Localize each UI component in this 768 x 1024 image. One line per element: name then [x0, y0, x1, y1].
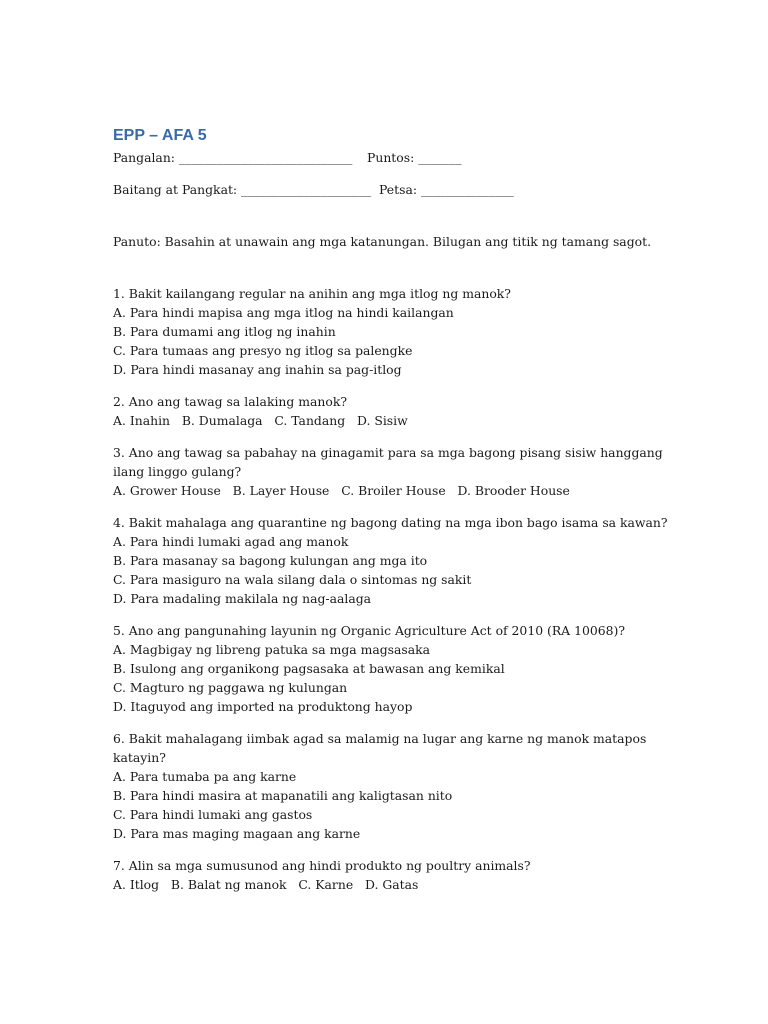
- grade-date-row: [113, 180, 673, 199]
- answer-choice: D. Para madaling makilala ng nag-aalaga: [113, 591, 372, 606]
- question-text: 2. Ano ang tawag sa lalaking manok?: [113, 394, 347, 409]
- question-block: [113, 729, 673, 843]
- answer-choice: D. Para hindi masanay ang inahin sa pag-itlog: [113, 362, 402, 377]
- grade-section-field: Baitang at Pangkat: _____________________: [113, 182, 372, 197]
- question-text: 1. Bakit kailangang regular na anihin ang mga itlog ng manok?: [113, 286, 511, 301]
- question-block: [113, 621, 673, 716]
- question-block: [113, 284, 673, 379]
- question-block: [113, 443, 673, 500]
- answer-choice: C. Para masiguro na wala silang dala o sintomas ng sakit: [113, 572, 472, 587]
- answer-choice: A. Para hindi lumaki agad ang manok: [113, 534, 349, 549]
- answer-choice: D. Itaguyod ang imported na produktong hayop: [113, 699, 413, 714]
- instructions: Panuto: Basahin at unawain ang mga katanungan. Bilugan ang titik ng tamang sagot.: [113, 234, 652, 249]
- worksheet-page: [113, 124, 673, 894]
- answer-choice: C. Para tumaas ang presyo ng itlog sa palengke: [113, 343, 413, 358]
- name-score-row: [113, 148, 673, 167]
- answer-choice: B. Isulong ang organikong pagsasaka at bawasan ang kemikal: [113, 661, 505, 676]
- date-field: Petsa: _______________: [379, 182, 514, 197]
- question-list: [113, 284, 673, 894]
- answer-choices-inline: A. Inahin B. Dumalaga C. Tandang D. Sisiw: [113, 413, 408, 428]
- question-block: [113, 856, 673, 894]
- question-text: 4. Bakit mahalaga ang quarantine ng bagong dating na mga ibon bago isama sa kawan?: [113, 515, 668, 530]
- question-text: 7. Alin sa mga sumusunod ang hindi produkto ng poultry animals?: [113, 858, 531, 873]
- answer-choice: C. Para hindi lumaki ang gastos: [113, 807, 313, 822]
- question-text: 5. Ano ang pangunahing layunin ng Organic Agriculture Act of 2010 (RA 10068)?: [113, 623, 625, 638]
- answer-choices-inline: A. Itlog B. Balat ng manok C. Karne D. Gatas: [113, 877, 419, 892]
- answer-choice: D. Para mas maging magaan ang karne: [113, 826, 361, 841]
- document-title: EPP – AFA 5: [113, 127, 207, 144]
- answer-choice: A. Para tumaba pa ang karne: [113, 769, 297, 784]
- answer-choice: C. Magturo ng paggawa ng kulungan: [113, 680, 348, 695]
- question-block: [113, 513, 673, 608]
- answer-choices-inline: A. Grower House B. Layer House C. Broiler House D. Brooder House: [113, 483, 570, 498]
- answer-choice: B. Para dumami ang itlog ng inahin: [113, 324, 336, 339]
- score-field: Puntos: _______: [367, 150, 462, 165]
- question-text: 6. Bakit mahalagang iimbak agad sa malamig na lugar ang karne ng manok matapos katayin?: [113, 731, 647, 765]
- answer-choice: B. Para masanay sa bagong kulungan ang mga ito: [113, 553, 428, 568]
- question-text: 3. Ano ang tawag sa pabahay na ginagamit para sa mga bagong pisang sisiw hanggang ilang linggo gulang?: [113, 445, 663, 479]
- answer-choice: A. Magbigay ng libreng patuka sa mga magsasaka: [113, 642, 431, 657]
- name-field: Pangalan: ____________________________: [113, 150, 353, 165]
- question-block: [113, 392, 673, 430]
- answer-choice: A. Para hindi mapisa ang mga itlog na hindi kailangan: [113, 305, 454, 320]
- answer-choice: B. Para hindi masira at mapanatili ang kaligtasan nito: [113, 788, 453, 803]
